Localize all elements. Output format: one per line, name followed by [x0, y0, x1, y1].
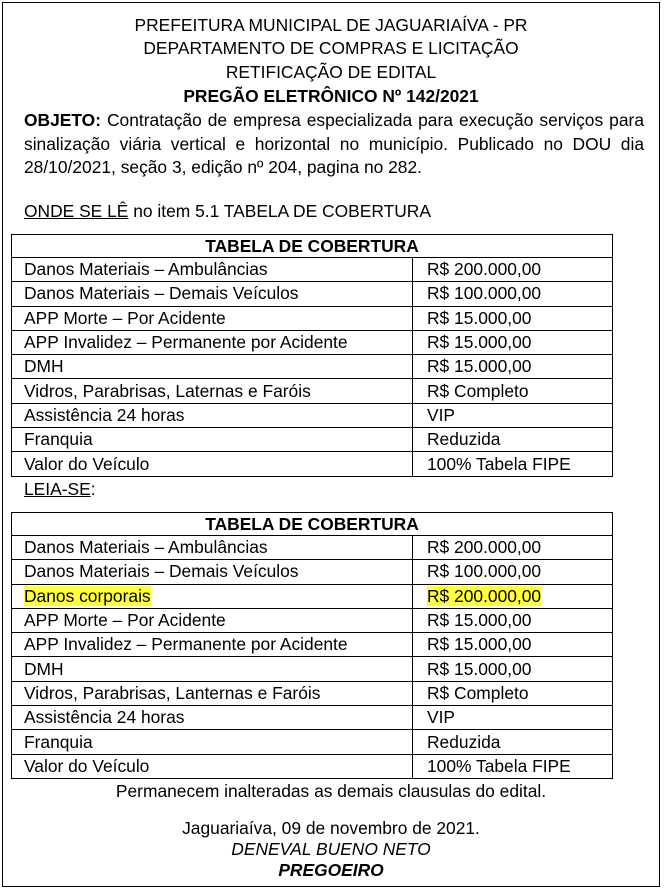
coverage-item: [12, 379, 413, 403]
table-row: [12, 560, 613, 584]
coverage-item: [12, 657, 413, 681]
leia-se-colon: :: [90, 479, 96, 499]
coverage-item-text: Valor do Veículo: [24, 453, 150, 474]
header-line-department: DEPARTAMENTO DE COMPRAS E LICITAÇÃO: [143, 38, 519, 58]
header-line-municipality: PREFEITURA MUNICIPAL DE JAGUARIAÍVA - PR: [134, 15, 528, 35]
coverage-value: [413, 282, 613, 306]
coverage-value-text: R$ Completo: [427, 682, 529, 703]
coverage-value-text: R$ 15.000,00: [427, 634, 532, 655]
coverage-item: [12, 584, 413, 608]
coverage-value: [413, 560, 613, 584]
table-row: [12, 428, 613, 452]
coverage-table-original: [11, 234, 613, 477]
coverage-value-text: R$ 15.000,00: [427, 610, 532, 631]
coverage-item-text: Franquia: [24, 429, 93, 450]
coverage-value-text: Reduzida: [427, 731, 501, 752]
coverage-item: [12, 403, 413, 427]
coverage-item-text: Vidros, Parabrisas, Lanternas e Faróis: [24, 682, 321, 703]
coverage-value: [413, 608, 613, 632]
coverage-item-text: Danos Materiais – Demais Veículos: [24, 561, 299, 582]
coverage-item: [12, 754, 413, 778]
coverage-value-text: R$ 15.000,00: [427, 356, 532, 377]
coverage-value-text: R$ 15.000,00: [427, 332, 532, 353]
coverage-item: [12, 633, 413, 657]
coverage-item: [12, 330, 413, 354]
table-row: [12, 584, 613, 608]
coverage-item-text: Danos corporais: [24, 585, 151, 606]
coverage-item: [12, 560, 413, 584]
coverage-value: [413, 258, 613, 282]
table-body: [12, 258, 613, 477]
coverage-value: [413, 403, 613, 427]
coverage-value-text: R$ 200.000,00: [427, 585, 542, 606]
coverage-value: [413, 633, 613, 657]
table-row: [12, 403, 613, 427]
header-line-rectification: RETIFICAÇÃO DE EDITAL: [225, 62, 437, 82]
table-title: TABELA DE COBERTURA: [12, 513, 613, 536]
leia-se-line: [24, 479, 96, 499]
coverage-value: [413, 428, 613, 452]
coverage-value: [413, 657, 613, 681]
coverage-value-text: R$ 15.000,00: [427, 307, 532, 328]
coverage-item: [12, 730, 413, 754]
coverage-value: [413, 536, 613, 560]
coverage-item-text: Valor do Veículo: [24, 755, 150, 776]
coverage-value-text: VIP: [427, 707, 456, 728]
coverage-value-text: 100% Tabela FIPE: [427, 755, 571, 776]
table-row: [12, 608, 613, 632]
coverage-value-text: R$ 15.000,00: [427, 658, 532, 679]
coverage-value: [413, 306, 613, 330]
coverage-item: [12, 258, 413, 282]
objeto-paragraph: [24, 109, 644, 180]
coverage-item: [12, 536, 413, 560]
coverage-value-text: R$ Completo: [427, 380, 529, 401]
coverage-item-text: Danos Materiais – Ambulâncias: [24, 259, 268, 280]
document-page: [2, 2, 660, 887]
onde-se-le-label: ONDE SE LÊ: [24, 201, 129, 221]
table-row: [12, 282, 613, 306]
coverage-value: [413, 754, 613, 778]
coverage-item-text: Vidros, Parabrisas, Laternas e Faróis: [24, 380, 311, 401]
coverage-value: [413, 452, 613, 476]
table-body: [12, 536, 613, 779]
header-line-pregao: PREGÃO ELETRÔNICO Nº 142/2021: [183, 86, 479, 106]
coverage-item-text: Danos Materiais – Demais Veículos: [24, 283, 299, 304]
coverage-item-text: Assistência 24 horas: [24, 404, 185, 425]
coverage-table-corrected: [11, 512, 613, 779]
coverage-item: [12, 355, 413, 379]
table-row: [12, 706, 613, 730]
coverage-value-text: R$ 100.000,00: [427, 561, 542, 582]
onde-se-le-text: no item 5.1 TABELA DE COBERTURA: [133, 201, 431, 221]
coverage-value: [413, 584, 613, 608]
coverage-item-text: Danos Materiais – Ambulâncias: [24, 537, 268, 558]
coverage-value-text: Reduzida: [427, 429, 501, 450]
objeto-text: Contratação de empresa especializada para execução serviços para sinalização viária vertical e horizontal no município. Publicado no DOU dia 28/10/2021, seção 3, edição nº 204, pagina no 282.: [24, 110, 644, 177]
signer-name: DENEVAL BUENO NETO: [231, 839, 431, 859]
coverage-value-text: 100% Tabela FIPE: [427, 453, 571, 474]
coverage-value: [413, 681, 613, 705]
coverage-item: [12, 706, 413, 730]
table-row: [12, 633, 613, 657]
coverage-item-text: APP Morte – Por Acidente: [24, 610, 226, 631]
table-row: [12, 681, 613, 705]
coverage-value: [413, 355, 613, 379]
coverage-item: [12, 282, 413, 306]
coverage-value: [413, 730, 613, 754]
coverage-item-text: Franquia: [24, 731, 93, 752]
coverage-value-text: R$ 200.000,00: [427, 537, 542, 558]
coverage-item: [12, 608, 413, 632]
table-title: TABELA DE COBERTURA: [12, 235, 613, 258]
coverage-item: [12, 428, 413, 452]
onde-se-le-line: [24, 201, 431, 221]
coverage-item: [12, 681, 413, 705]
table-row: [12, 306, 613, 330]
closing-statement: Permanecem inalteradas as demais clausulas do edital.: [115, 781, 547, 801]
coverage-value: [413, 330, 613, 354]
table-row: [12, 657, 613, 681]
table-row: [12, 355, 613, 379]
table-row: [12, 730, 613, 754]
coverage-value: [413, 379, 613, 403]
coverage-value: [413, 706, 613, 730]
coverage-item-text: Assistência 24 horas: [24, 707, 185, 728]
city-date: Jaguariaíva, 09 de novembro de 2021.: [182, 818, 480, 838]
table-row: [12, 379, 613, 403]
coverage-item-text: APP Morte – Por Acidente: [24, 307, 226, 328]
coverage-value-text: R$ 200.000,00: [427, 259, 542, 280]
table-row: [12, 330, 613, 354]
coverage-item-text: APP Invalidez – Permanente por Acidente: [24, 332, 348, 353]
coverage-item: [12, 452, 413, 476]
coverage-value-text: R$ 100.000,00: [427, 283, 542, 304]
coverage-item-text: DMH: [24, 658, 64, 679]
objeto-label: OBJETO:: [24, 110, 101, 130]
coverage-value-text: VIP: [427, 404, 456, 425]
coverage-item-text: APP Invalidez – Permanente por Acidente: [24, 634, 348, 655]
leia-se-label: LEIA-SE: [24, 479, 91, 499]
coverage-item-text: DMH: [24, 356, 64, 377]
coverage-item: [12, 306, 413, 330]
table-row: [12, 754, 613, 778]
table-row: [12, 258, 613, 282]
table-row: [12, 536, 613, 560]
table-row: [12, 452, 613, 476]
signer-role: PREGOEIRO: [278, 860, 384, 880]
